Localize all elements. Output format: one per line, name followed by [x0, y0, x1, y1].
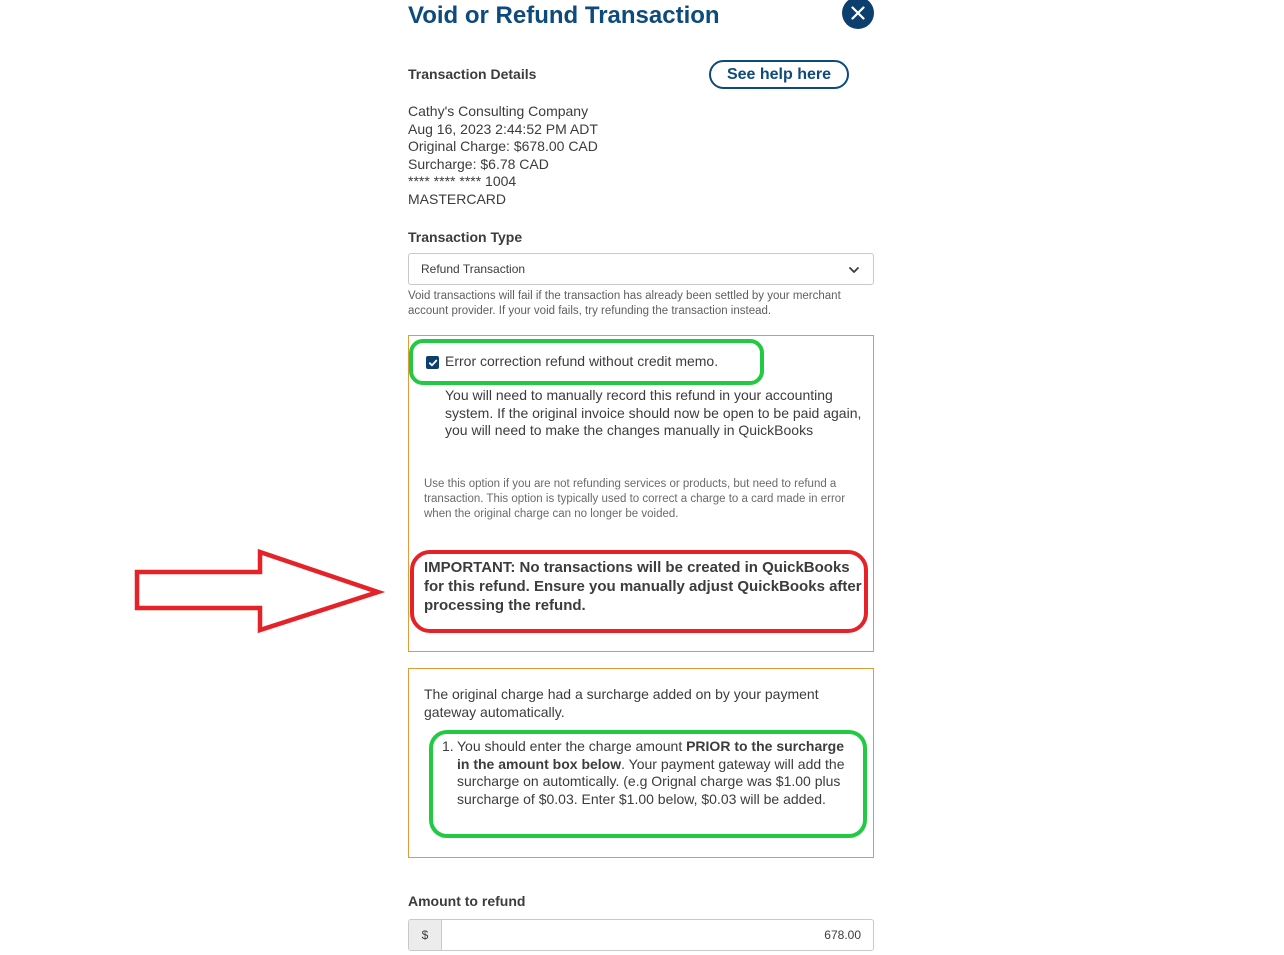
transaction-type-value: Refund Transaction — [421, 262, 526, 276]
important-warning: IMPORTANT: No transactions will be created in QuickBooks for this refund. Ensure you manually adjust QuickBooks after processing the refund. — [424, 559, 862, 614]
surcharge-item-number: 1. — [442, 738, 454, 754]
surcharge-intro: The original charge had a surcharge added on by your payment gateway automatically. — [424, 686, 819, 720]
checkmark-icon — [428, 358, 438, 368]
amount-input[interactable] — [442, 920, 873, 950]
details-card-number: **** **** **** 1004 — [408, 173, 517, 189]
details-original-charge: Original Charge: $678.00 CAD — [408, 138, 598, 154]
details-card-type: MASTERCARD — [408, 190, 507, 207]
transaction-details-heading: Transaction Details — [408, 66, 537, 82]
surcharge-instruction-part2: . Your payment gateway will add the surcharge on automtically. (e.g Orignal charge was $1.00 plus surcharge of $0.03. Enter $1.00 below, $0.03 will be added. — [457, 755, 845, 807]
surcharge-instruction — [457, 738, 859, 808]
details-surcharge: Surcharge: $6.78 CAD — [408, 155, 549, 172]
details-company: Cathy's Consulting Company — [408, 103, 589, 119]
transaction-type-heading: Transaction Type — [408, 229, 523, 245]
surcharge-instruction-part1: You should enter the charge amount — [457, 738, 687, 754]
transaction-type-select[interactable] — [408, 253, 874, 285]
surcharge-instruction-emphasis: PRIOR to the surcharge in the amount box below — [457, 738, 845, 772]
close-icon — [851, 6, 865, 20]
red-arrow-annotation — [130, 545, 386, 635]
close-button[interactable] — [842, 0, 874, 29]
chevron-down-icon — [847, 263, 861, 277]
transaction-details — [408, 103, 598, 208]
see-help-button[interactable]: See help here — [709, 60, 849, 89]
transaction-type-help-text: Void transactions will fail if the transaction has already been settled by your merchant account provider. If your void fails, try refunding the transaction instead. — [408, 290, 841, 317]
amount-to-refund-heading: Amount to refund — [408, 893, 526, 909]
error-correction-label[interactable]: Error correction refund without credit memo. — [445, 353, 719, 369]
error-correction-checkbox[interactable] — [426, 356, 439, 369]
amount-field — [408, 919, 874, 951]
currency-symbol: $ — [409, 920, 442, 950]
dialog-title: Void or Refund Transaction — [408, 2, 720, 29]
details-date: Aug 16, 2023 2:44:52 PM ADT — [408, 120, 598, 137]
error-correction-help-text: Use this option if you are not refunding services or products, but need to refund a transaction. This option is typically used to correct a charge to a card made in error when the original charge can no longer be voided. — [424, 478, 846, 520]
manual-record-note: You will need to manually record this refund in your accounting system. If the original invoice should now be open to be paid again, you will need to make the changes manually in QuickBooks — [445, 387, 862, 438]
